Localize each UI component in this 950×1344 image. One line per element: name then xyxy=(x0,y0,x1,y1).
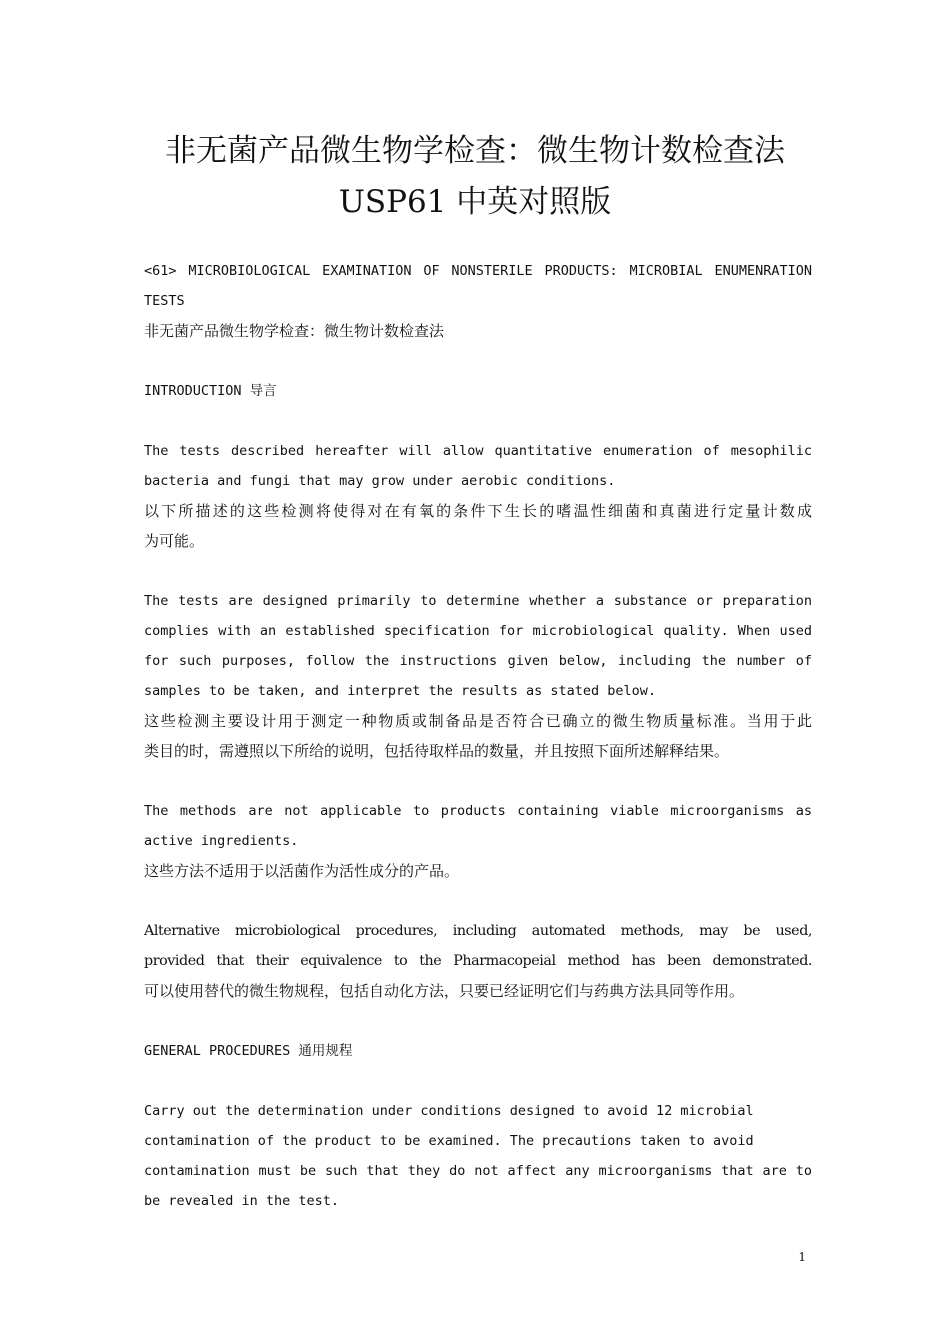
paragraph-en-line: bacteria and fungi that may grow under aerobic conditions. xyxy=(144,473,616,489)
paragraph-en-line: contamination must be such that they do not affect any microorganisms that are to xyxy=(144,1163,812,1179)
paragraph-zh-line: 以下所描述的这些检测将使得对在有氧的条件下生长的嗜温性细菌和真菌进行定量计数成 xyxy=(144,502,812,520)
document-title-line1: 非无菌产品微生物学检查：微生物计数检查法 xyxy=(165,133,785,169)
paragraph-en-line: provided that their equivalence to the Pharmacopeial method has been demonstrated. xyxy=(144,953,812,969)
paragraph-en-line: The tests are designed primarily to determine whether a substance or preparation xyxy=(144,593,812,609)
paragraph-en-line: Alternative microbiological procedures, including automated methods, may be used, xyxy=(144,923,812,939)
section-heading-introduction: INTRODUCTION 导言 xyxy=(144,383,277,399)
paragraph-en-line: complies with an established specification for microbiological quality. When used xyxy=(144,623,812,639)
paragraph-zh-line: 类目的时，需遵照以下所给的说明，包括待取样品的数量，并且按照下面所述解释结果。 xyxy=(144,742,730,760)
paragraph-zh-line: 为可能。 xyxy=(144,532,205,550)
paragraph-en-line: for such purposes, follow the instructions given below, including the number of xyxy=(144,653,812,669)
section-heading-general-procedures: GENERAL PROCEDURES 通用规程 xyxy=(144,1043,353,1059)
page-number: 1 xyxy=(798,1250,806,1264)
paragraph-en-line: The methods are not applicable to products containing viable microorganisms as xyxy=(144,803,812,819)
paragraph-en-line: be revealed in the test. xyxy=(144,1193,340,1209)
paragraph-en-line: active ingredients. xyxy=(144,833,299,849)
document-title-line2: USP61 中英对照版 xyxy=(338,184,612,220)
paragraph-en-line: samples to be taken, and interpret the results as stated below. xyxy=(144,683,657,699)
paragraph-en-line: The tests described hereafter will allow quantitative enumeration of mesophilic xyxy=(144,443,812,459)
heading-en-line: TESTS xyxy=(144,293,185,309)
heading-en-line: <61> MICROBIOLOGICAL EXAMINATION OF NONSTERILE PRODUCTS: MICROBIAL ENUMENRATION xyxy=(144,263,812,279)
document-body xyxy=(144,256,812,1216)
paragraph-zh-line: 可以使用替代的微生物规程，包括自动化方法，只要已经证明它们与药典方法具同等作用。 xyxy=(144,982,745,1000)
paragraph-en-line: contamination of the product to be examined. The precautions taken to avoid xyxy=(144,1133,754,1149)
heading-zh-line: 非无菌产品微生物学检查：微生物计数检查法 xyxy=(144,322,445,340)
paragraph-zh-line: 这些方法不适用于以活菌作为活性成分的产品。 xyxy=(144,862,460,880)
paragraph-zh-line: 这些检测主要设计用于测定一种物质或制备品是否符合已确立的微生物质量标准。当用于此 xyxy=(144,712,812,730)
paragraph-en-line: Carry out the determination under conditions designed to avoid 12 microbial xyxy=(144,1103,754,1119)
